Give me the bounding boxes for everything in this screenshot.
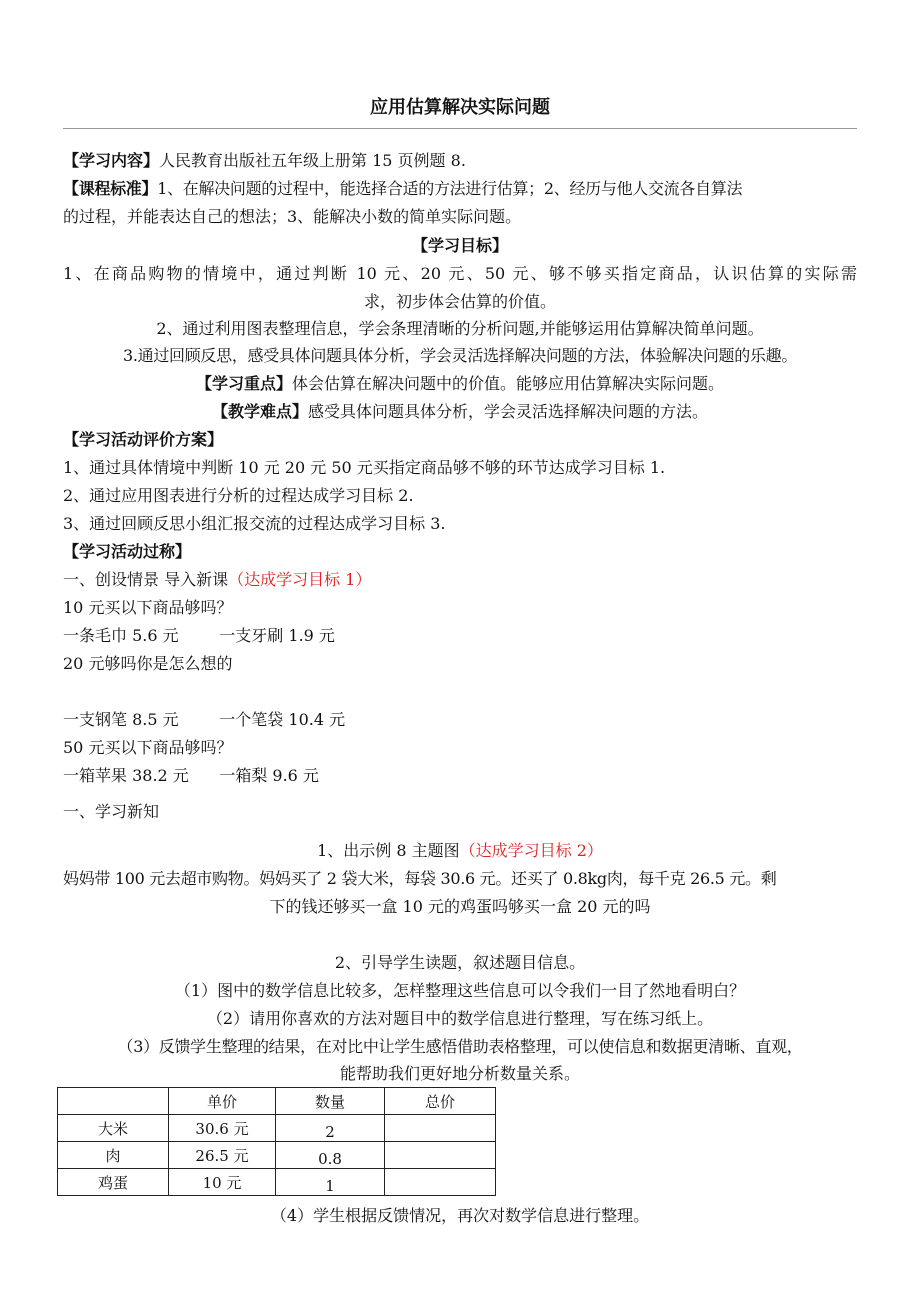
question-3: 50 元买以下商品够吗？	[63, 738, 233, 757]
table-cell-total	[385, 1169, 496, 1196]
sub-step-3-line1: （3）反馈学生整理的结果，在对比中让学生感悟借助表格整理，可以使信息和数据更清晰、直观，	[117, 1037, 803, 1056]
table-cell-item: 大米	[58, 1115, 169, 1142]
difficulty-text: 感受具体问题具体分析，学会灵活选择解决问题的方法。	[308, 402, 709, 421]
evaluation-heading: 【学习活动评价方案】	[63, 430, 224, 449]
table-cell-price: 30.6 元	[169, 1115, 276, 1142]
table-cell-total	[385, 1142, 496, 1169]
table-row	[58, 1169, 496, 1196]
table-header: 数量	[276, 1088, 385, 1115]
qty-value: 0.8	[318, 1150, 342, 1168]
evaluation-item-3: 3、通过回顾反思小组汇报交流的过程达成学习目标 3.	[63, 514, 446, 533]
info-table	[57, 1087, 496, 1196]
course-standard-line1	[63, 178, 857, 200]
problem-line1: 妈妈带 100 元去超市购物。妈妈买了 2 袋大米，每袋 30.6 元。还买了 0.8kg肉，每千克 26.5 元。剩	[63, 869, 777, 888]
table-row	[58, 1142, 496, 1169]
table-cell-qty	[276, 1115, 385, 1142]
page-title: 应用估算解决实际问题	[370, 97, 550, 118]
question-2-items: 一支钢笔 8.5 元 一个笔袋 10.4 元	[63, 710, 346, 729]
key-point-text: 体会估算在解决问题中的价值。能够应用估算解决实际问题。	[292, 374, 725, 393]
goal-1-line1: 1、在商品购物的情境中，通过判断 10 元、20 元、50 元、够不够买指定商品，认识估算的实际需	[63, 264, 857, 283]
table-cell-qty	[276, 1169, 385, 1196]
question-3-items: 一箱苹果 38.2 元 一箱梨 9.6 元	[63, 766, 319, 785]
title-divider	[63, 128, 857, 129]
learning-content-label: 【学习内容】	[63, 151, 160, 170]
problem-line2: 下的钱还够买一盒 10 元的鸡蛋吗够买一盒 20 元的吗	[269, 897, 651, 916]
table-cell-item: 鸡蛋	[58, 1169, 169, 1196]
key-point-label: 【学习重点】	[195, 374, 292, 393]
table-header-row	[58, 1088, 496, 1115]
sub-step-4: （4）学生根据反馈情况，再次对数学信息进行整理。	[270, 1206, 650, 1225]
evaluation-item-2: 2、通过应用图表进行分析的过程达成学习目标 2.	[63, 486, 414, 505]
teaching-difficulty	[63, 401, 857, 423]
step-1-target: （达成学习目标 2）	[459, 841, 603, 860]
evaluation-item-1: 1、通过具体情境中判断 10 元 20 元 50 元买指定商品够不够的环节达成学习目标 1.	[63, 458, 666, 477]
process-heading: 【学习活动过称】	[63, 542, 192, 561]
course-standard-text1: 1、在解决问题的过程中，能选择合适的方法进行估算；2、经历与他人交流各自算法	[157, 179, 743, 198]
part1-title-text: 一、创设情景 导入新课	[63, 570, 229, 589]
part1-title	[63, 569, 857, 591]
table-header	[58, 1088, 169, 1115]
course-standard-label: 【课程标准】	[63, 179, 158, 198]
table-cell-qty	[276, 1142, 385, 1169]
goal-1-line2: 求，初步体会估算的价值。	[363, 292, 556, 311]
sub-step-2: （2）请用你喜欢的方法对题目中的数学信息进行整理，写在练习纸上。	[206, 1009, 714, 1028]
qty-value: 2	[325, 1123, 335, 1141]
key-point	[63, 373, 857, 395]
goals-heading: 【学习目标】	[411, 236, 508, 255]
goal-2: 2、通过利用图表整理信息，学会条理清晰的分析问题,并能够运用估算解决简单问题。	[156, 319, 764, 338]
table-cell-price: 10 元	[169, 1169, 276, 1196]
table-row	[58, 1115, 496, 1142]
goal-3: 3.通过回顾反思，感受具体问题具体分析，学会灵活选择解决问题的方法，体验解决问题的乐趣。	[122, 346, 798, 365]
question-1-items: 一条毛巾 5.6 元 一支牙刷 1.9 元	[63, 626, 335, 645]
difficulty-label: 【教学难点】	[211, 402, 308, 421]
question-2: 20 元够吗你是怎么想的	[63, 654, 233, 673]
qty-value: 1	[325, 1177, 335, 1195]
course-standard-line2: 的过程，并能表达自己的想法；3、能解决小数的简单实际问题。	[63, 207, 522, 226]
learning-content	[63, 150, 857, 172]
table-header: 单价	[169, 1088, 276, 1115]
part2-title: 一、学习新知	[63, 802, 160, 821]
table-cell-item: 肉	[58, 1142, 169, 1169]
table-cell-price: 26.5 元	[169, 1142, 276, 1169]
sub-step-3-line2: 能帮助我们更好地分析数量关系。	[339, 1064, 580, 1083]
table-header: 总价	[385, 1088, 496, 1115]
part1-target: （达成学习目标 1）	[228, 570, 372, 589]
step-1	[63, 840, 857, 862]
sub-step-1: （1）图中的数学信息比较多，怎样整理这些信息可以令我们一目了然地看明白？	[174, 981, 746, 1000]
learning-content-text: 人民教育出版社五年级上册第 15 页例题 8.	[159, 151, 466, 170]
step-2: 2、引导学生读题，叙述题目信息。	[334, 953, 586, 972]
question-1: 10 元买以下商品够吗？	[63, 598, 233, 617]
step-1-text: 1、出示例 8 主题图	[317, 841, 460, 860]
table-cell-total	[385, 1115, 496, 1142]
